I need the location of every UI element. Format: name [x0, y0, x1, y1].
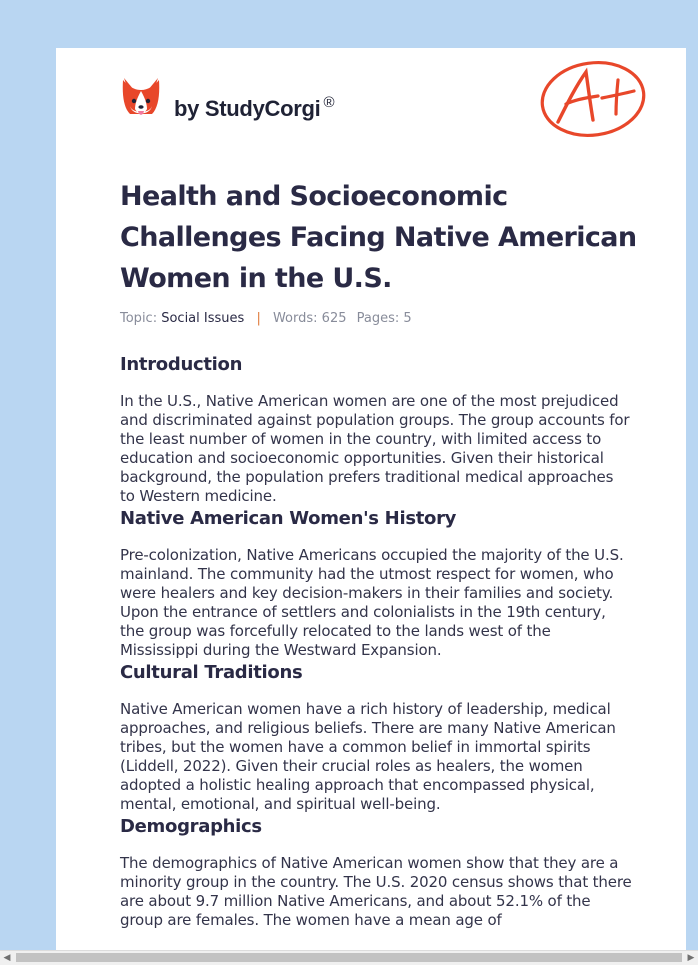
meta-separator: |: [256, 311, 261, 326]
essay-content: [120, 352, 632, 930]
section-heading: Native American Women's History: [120, 508, 457, 529]
scrollbar-thumb[interactable]: [16, 953, 682, 962]
corgi-logo-icon: [120, 76, 162, 122]
section-heading: Cultural Traditions: [120, 662, 303, 683]
scroll-right-arrow-icon[interactable]: ▶: [687, 953, 695, 963]
word-count: Words: 625: [272, 311, 347, 326]
section-cultural-traditions: [120, 660, 632, 814]
topic-label: Topic:: [120, 311, 158, 326]
topic-link[interactable]: Social Issues: [161, 311, 245, 326]
brand-name-text: by StudyCorgi: [174, 96, 321, 121]
horizontal-scrollbar[interactable]: [0, 950, 698, 965]
section-heading: Introduction: [120, 354, 243, 375]
section-paragraph: The demographics of Native American women show that they are a minority group in the country. The U.S. 2020 census shows that there are about 9.7 million Native Americans, and about 52.1% of the group are females. The women have a mean age of: [120, 854, 632, 929]
document-page: [56, 48, 686, 950]
brand-name: [174, 94, 334, 122]
section-heading: Demographics: [120, 816, 262, 837]
registered-mark: ®: [323, 94, 335, 111]
section-paragraph: Pre-colonization, Native Americans occupied the majority of the U.S. mainland. The community had the utmost respect for women, who were healers and key decision-makers in their families and society. Upon the entrance of settlers and colonialists in the 19th century, the group was forcefully relocated to the lands west of the Mississippi during the Westward Expansion.: [120, 546, 624, 659]
section-paragraph: In the U.S., Native American women are one of the most prejudiced and discriminated against population groups. The group accounts for the least number of women in the country, with limited access to education and socioeconomic opportunities. Given their historical background, the population prefers traditional medical approaches to Western medicine.: [120, 392, 630, 505]
section-paragraph: Native American women have a rich history of leadership, medical approaches, and religious beliefs. There are many Native American tribes, but the women have a common belief in immortal spirits (Liddell, 2022). Given their crucial roles as healers, the women adopted a holistic healing approach that encompassed physical, mental, emotional, and spiritual well-being.: [120, 700, 616, 813]
grade-a-plus-icon: [538, 58, 648, 140]
section-introduction: [120, 352, 632, 506]
section-history: [120, 506, 632, 660]
page-title: Health and Socioeconomic Challenges Facing Native American Women in the U.S.: [120, 181, 637, 294]
page-count: Pages: 5: [356, 311, 412, 326]
essay-meta: [120, 311, 412, 326]
section-demographics: [120, 814, 632, 930]
scroll-left-arrow-icon[interactable]: ◀: [3, 953, 11, 963]
